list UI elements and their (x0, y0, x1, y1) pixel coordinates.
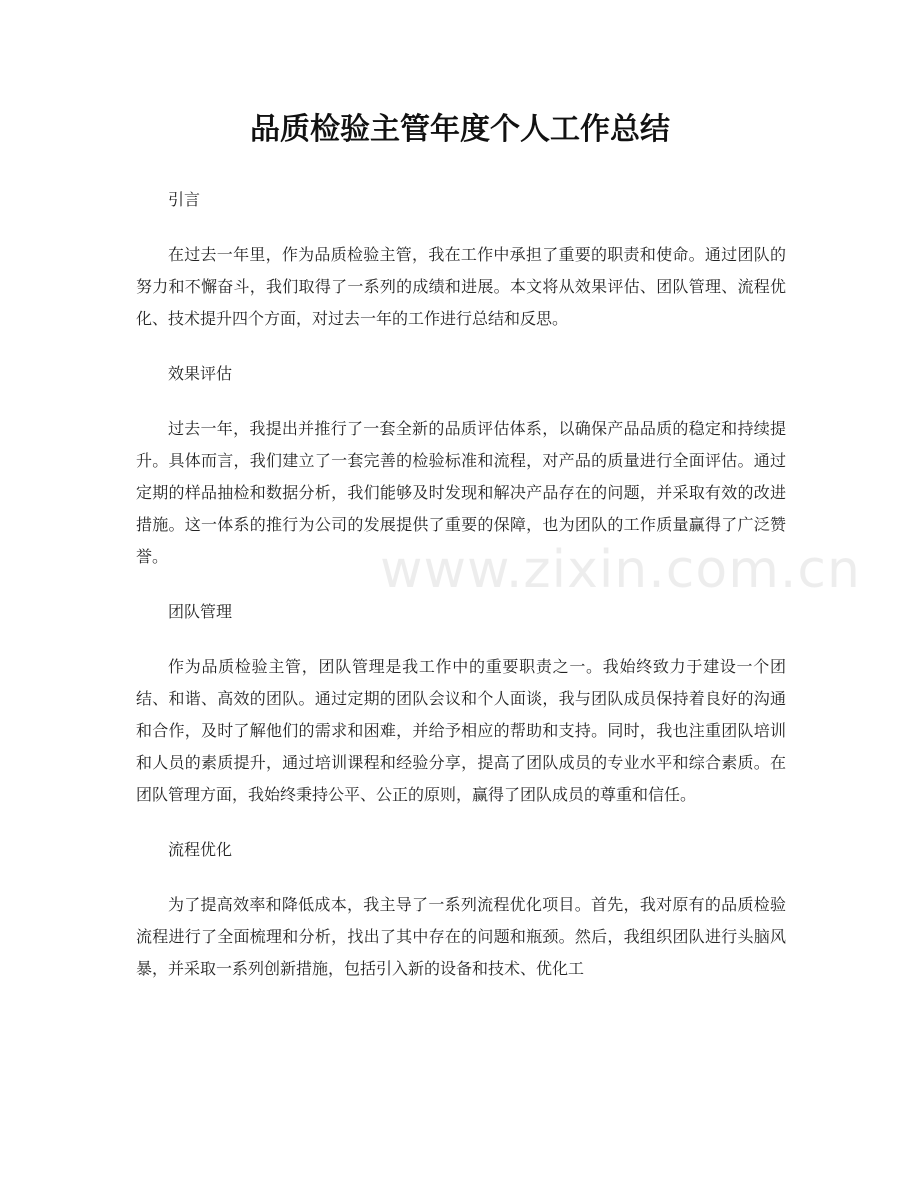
document-title: 品质检验主管年度个人工作总结 (250, 112, 670, 147)
watermark-text: www.zixin.com.cn (380, 540, 861, 600)
section-heading-process-optimization: 流程优化 (168, 840, 233, 859)
section-heading-team-management: 团队管理 (168, 602, 233, 621)
section-paragraph-team-management: 作为品质检验主管，团队管理是我工作中的重要职责之一。我始终致力于建设一个团结、和谐、高效的团队。通过定期的团队会议和个人面谈，我与团队成员保持着良好的沟通和合作，及时了解他们的需求和困难，并给予相应的帮助和支持。同时，我也注重团队培训和人员的素质提升，通过培训课程和经验分享，提高了团队成员的专业水平和综合素质。在团队管理方面，我始终秉持公平、公正的原则，赢得了团队成员的尊重和信任。 (136, 657, 786, 804)
section-heading-effect-evaluation: 效果评估 (168, 364, 233, 383)
document-body (136, 183, 786, 1007)
section-heading-introduction: 引言 (168, 190, 201, 209)
section-paragraph-effect-evaluation: 过去一年，我提出并推行了一套全新的品质评估体系，以确保产品品质的稳定和持续提升。具体而言，我们建立了一套完善的检验标准和流程，对产品的质量进行全面评估。通过定期的样品抽检和数据分析，我们能够及时发现和解决产品存在的问题，并采取有效的改进措施。这一体系的推行为公司的发展提供了重要的保障，也为团队的工作质量赢得了广泛赞誉。 (136, 419, 786, 566)
section-paragraph-introduction: 在过去一年里，作为品质检验主管，我在工作中承担了重要的职责和使命。通过团队的努力和不懈奋斗，我们取得了一系列的成绩和进展。本文将从效果评估、团队管理、流程优化、技术提升四个方面，对过去一年的工作进行总结和反思。 (136, 245, 786, 328)
section-paragraph-process-optimization: 为了提高效率和降低成本，我主导了一系列流程优化项目。首先，我对原有的品质检验流程进行了全面梳理和分析，找出了其中存在的问题和瓶颈。然后，我组织团队进行头脑风暴，并采取一系列创新措施，包括引入新的设备和技术、优化工 (136, 895, 786, 978)
